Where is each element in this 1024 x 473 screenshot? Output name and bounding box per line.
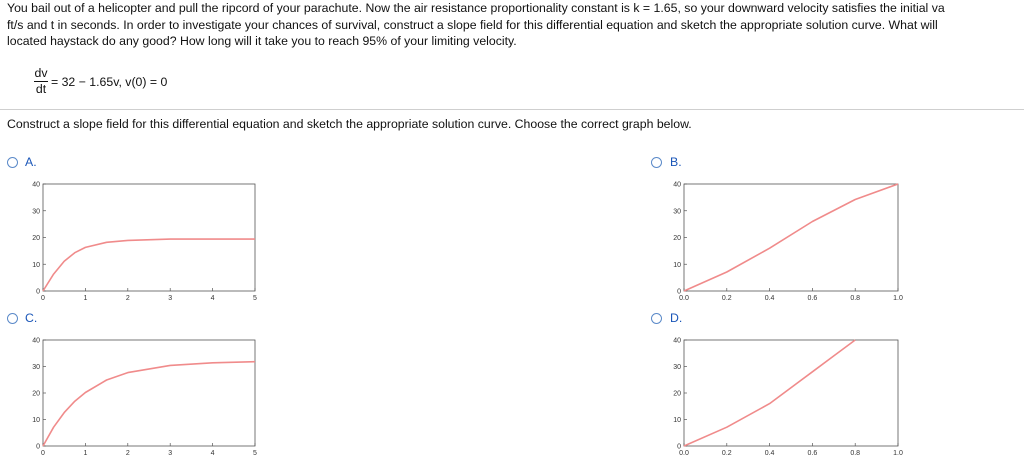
y-tick-label: 10	[32, 261, 40, 269]
plot-frame	[43, 184, 255, 291]
y-tick-label: 10	[673, 261, 681, 269]
fraction-denominator: dt	[35, 82, 47, 96]
y-tick-label: 0	[677, 288, 681, 296]
x-tick-label: 0	[41, 450, 45, 457]
option-c-label[interactable]: C.	[25, 311, 38, 325]
option-a-label[interactable]: A.	[25, 155, 37, 169]
x-tick-label: 0.2	[721, 295, 732, 302]
x-tick-label: 0.6	[807, 450, 818, 457]
fraction-numerator: dv	[34, 66, 48, 80]
y-tick-label: 30	[673, 364, 681, 371]
x-tick-label: 1	[83, 450, 88, 457]
y-tick-label: 20	[673, 235, 681, 242]
problem-line-3: located haystack do any good? How long will it take you to reach 95% of your limiting velocity.	[7, 34, 517, 49]
plot-frame	[684, 184, 898, 291]
problem-line-1: You bail out of a helicopter and pull the ripcord of your parachute. Now the air resistance proportionality constant is k = 1.65, so your downward velocity satisfies the initial va	[7, 1, 945, 15]
y-tick-label: 0	[36, 288, 40, 296]
y-tick-label: 40	[32, 337, 40, 345]
x-tick-label: 1.0	[893, 450, 903, 457]
x-tick-label: 5	[253, 295, 257, 302]
option-d-label[interactable]: D.	[670, 311, 683, 325]
y-tick-label: 40	[32, 181, 40, 189]
option-c-radio[interactable]	[7, 313, 18, 324]
y-tick-label: 40	[673, 337, 681, 345]
x-tick-label: 0.0	[679, 295, 689, 302]
problem-line-2: ft/s and t in seconds. In order to investigate your chances of survival, construct a slope field for this differential equation and sketch the appropriate solution curve. What will	[7, 17, 938, 32]
y-tick-label: 20	[32, 235, 40, 242]
y-tick-label: 0	[36, 443, 40, 451]
y-tick-label: 10	[673, 417, 681, 424]
y-tick-label: 30	[32, 208, 40, 216]
x-tick-label: 0	[41, 295, 45, 302]
x-tick-label: 2	[125, 450, 130, 457]
y-tick-label: 20	[32, 390, 40, 398]
option-d-graph[interactable]	[660, 326, 910, 466]
solution-curve	[43, 362, 255, 446]
x-tick-label: 4	[210, 450, 215, 457]
option-d-radio[interactable]	[651, 313, 662, 324]
plot-frame	[684, 340, 898, 446]
problem-statement	[7, 0, 1024, 50]
plot-frame	[43, 340, 255, 446]
y-tick-label: 30	[673, 208, 681, 216]
y-tick-label: 40	[673, 181, 681, 189]
y-tick-label: 20	[673, 390, 681, 398]
question-prompt: Construct a slope field for this differential equation and sketch the appropriate solution curve. Choose the correct graph below.	[7, 117, 692, 131]
x-tick-label: 3	[168, 295, 173, 302]
x-tick-label: 0.2	[721, 450, 732, 457]
x-tick-label: 1.0	[893, 295, 903, 302]
y-tick-label: 10	[32, 417, 40, 424]
y-tick-label: 30	[32, 364, 40, 371]
x-tick-label: 2	[125, 295, 130, 302]
x-tick-label: 0.0	[679, 450, 689, 457]
solution-curve	[43, 239, 255, 291]
x-tick-label: 4	[210, 295, 215, 302]
x-tick-label: 0.6	[807, 295, 818, 302]
option-b-radio[interactable]	[651, 157, 662, 168]
option-a-radio[interactable]	[7, 157, 18, 168]
option-a-graph[interactable]	[0, 170, 270, 308]
x-tick-label: 0.4	[764, 295, 775, 302]
x-tick-label: 0.4	[764, 450, 775, 457]
dv-dt-fraction	[34, 67, 48, 96]
equation-rhs: = 32 − 1.65v, v(0) = 0	[51, 75, 168, 89]
y-tick-label: 0	[677, 443, 681, 451]
x-tick-label: 3	[168, 450, 173, 457]
solution-curve	[684, 184, 898, 291]
option-b-label[interactable]: B.	[670, 155, 682, 169]
solution-curve	[684, 340, 855, 446]
x-tick-label: 0.8	[850, 295, 861, 302]
option-b-graph[interactable]	[660, 170, 910, 308]
x-tick-label: 5	[253, 450, 257, 457]
option-c-graph[interactable]	[0, 326, 270, 466]
x-tick-label: 0.8	[850, 450, 861, 457]
x-tick-label: 1	[83, 295, 88, 302]
section-divider	[0, 109, 1024, 110]
